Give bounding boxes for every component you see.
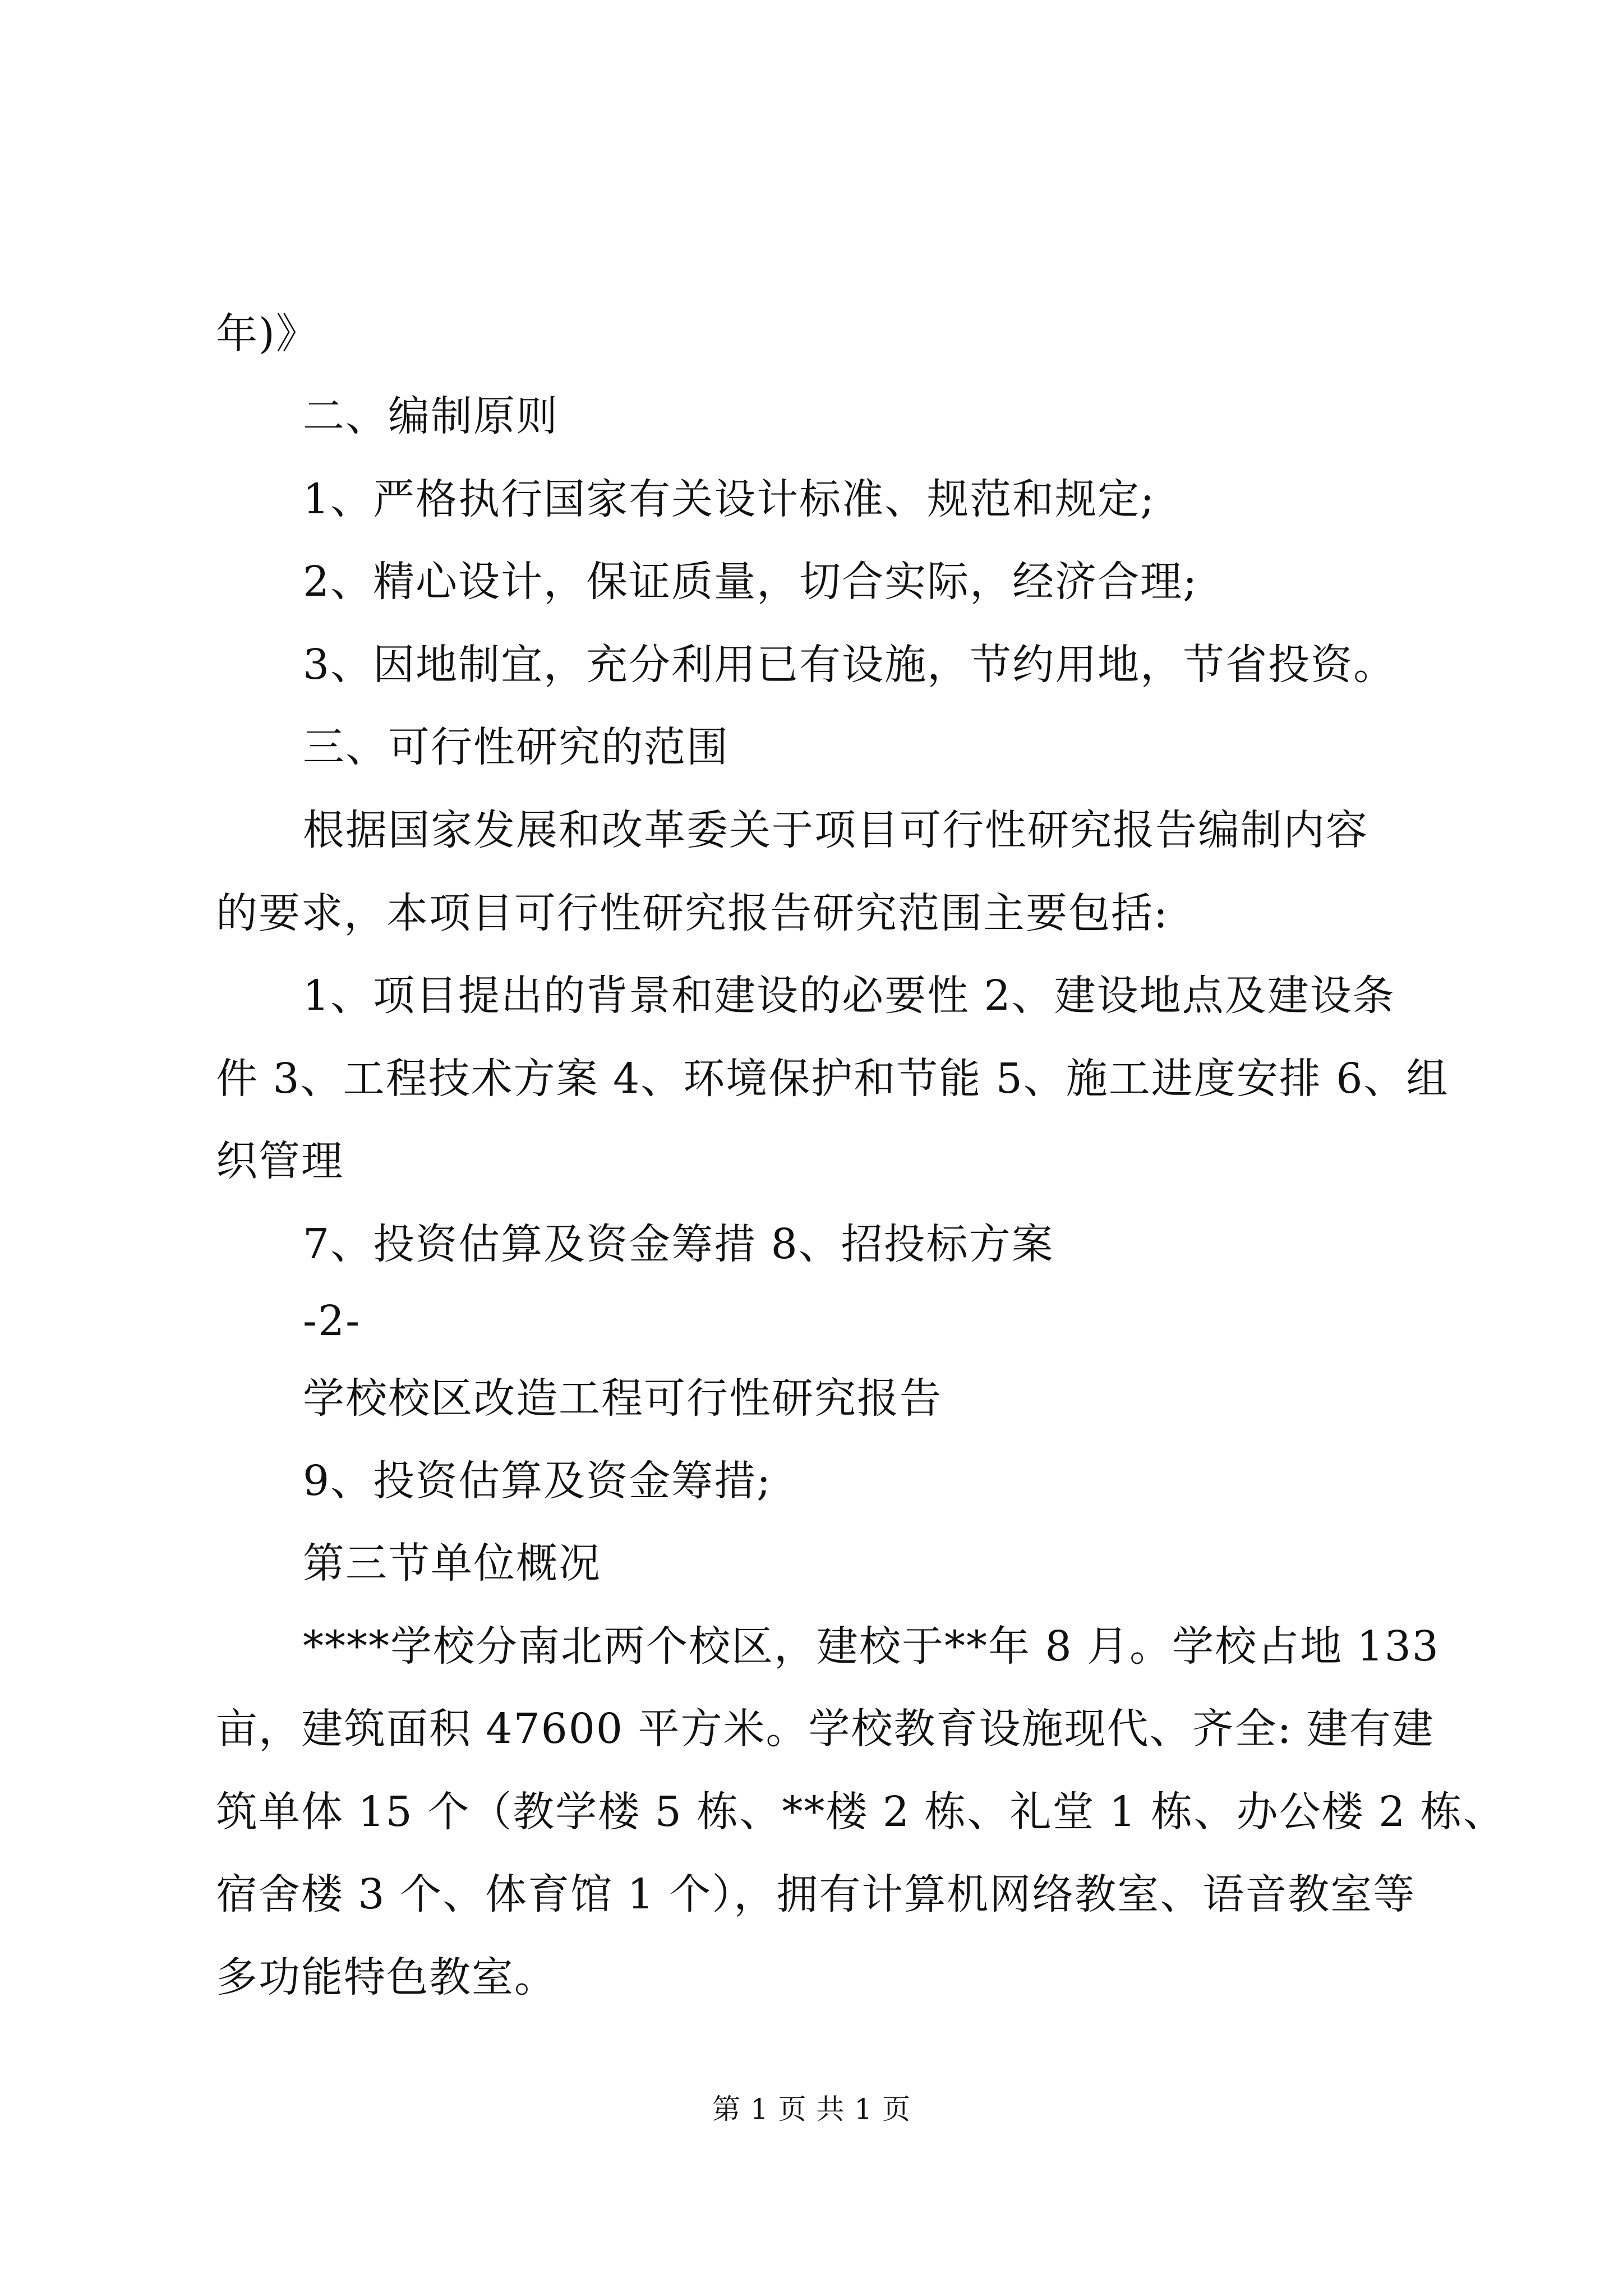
text-line-19: 筑单体 15 个（教学楼 5 栋、**楼 2 栋、礼堂 1 栋、办公楼 2 栋、	[216, 1788, 1506, 1836]
section-heading-overview: 第三节单位概况	[303, 1539, 601, 1588]
text-line-8: 的要求，本项目可行性研究报告研究范围主要包括:	[216, 889, 1169, 937]
text-line-18: 亩，建筑面积 47600 平方米。学校教育设施现代、齐全: 建有建	[216, 1705, 1435, 1753]
text-line-11: 织管理	[216, 1137, 344, 1185]
page-footer: 第 1 页 共 1 页	[712, 2093, 911, 2125]
page-marker: -2-	[303, 1297, 361, 1345]
section-heading-principles: 二、编制原则	[303, 392, 559, 440]
text-line-20: 宿舍楼 3 个、体育馆 1 个），拥有计算机网络教室、语音教室等	[216, 1870, 1416, 1918]
text-line-1: 年)》	[216, 310, 319, 358]
text-line-3: 1、严格执行国家有关设计标准、规范和规定;	[303, 475, 1156, 523]
text-line-4: 2、精心设计，保证质量，切合实际，经济合理;	[303, 558, 1198, 606]
text-line-17: ****学校分南北两个校区，建校于**年 8 月。学校占地 133	[303, 1622, 1440, 1671]
document-title: 学校校区改造工程可行性研究报告	[303, 1374, 942, 1423]
text-line-12: 7、投资估算及资金筹措 8、招投标方案	[303, 1220, 1054, 1268]
text-line-10: 件 3、工程技术方案 4、环境保护和节能 5、施工进度安排 6、组	[216, 1055, 1449, 1103]
text-line-7: 根据国家发展和改革委关于项目可行性研究报告编制内容	[303, 806, 1368, 854]
text-line-15: 9、投资估算及资金筹措;	[303, 1457, 772, 1505]
section-heading-scope: 三、可行性研究的范围	[303, 723, 729, 771]
text-line-5: 3、因地制宜，充分利用已有设施，节约用地，节省投资。	[303, 641, 1396, 689]
text-line-9: 1、项目提出的背景和建设的必要性 2、建设地点及建设条	[303, 972, 1395, 1020]
text-line-21: 多功能特色教室。	[216, 1953, 557, 2001]
